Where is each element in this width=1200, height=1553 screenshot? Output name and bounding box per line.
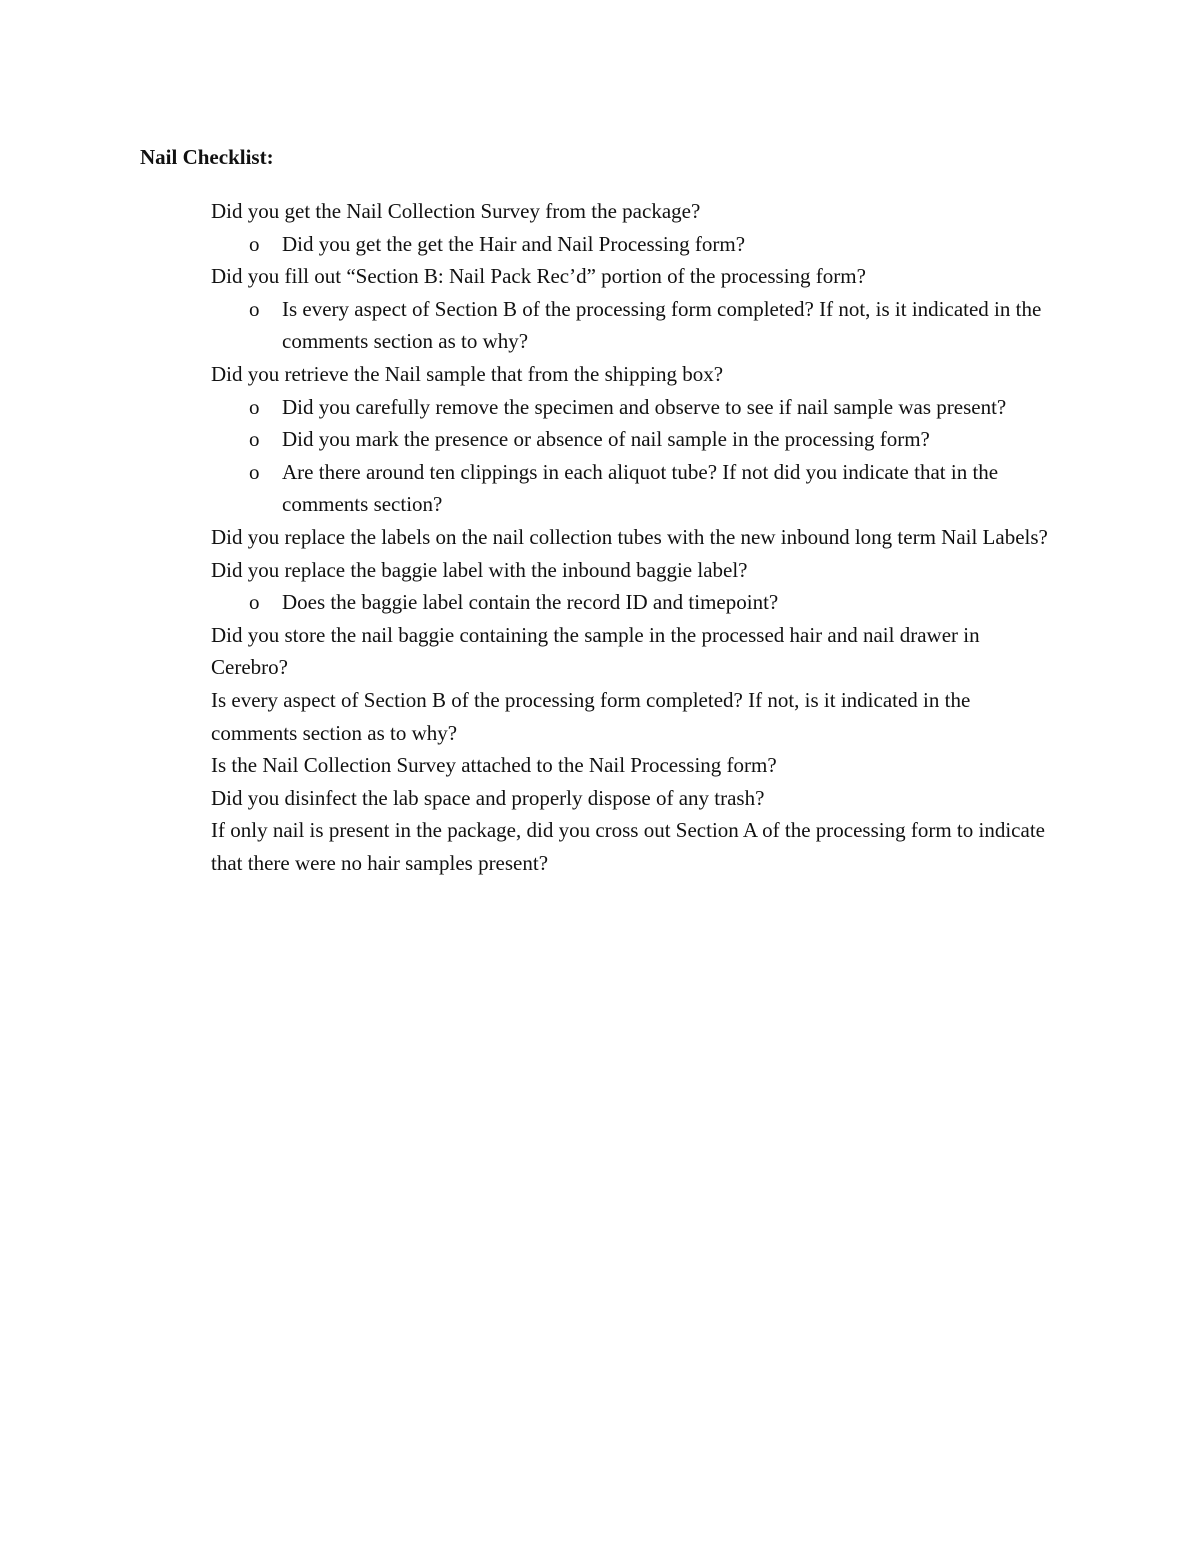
checklist-item (211, 684, 1061, 749)
checklist-item-text: Did you replace the labels on the nail collection tubes with the new inbound long term Nail Labels? (211, 524, 1048, 549)
checklist-item (211, 554, 1061, 619)
sub-checklist-item-text: Did you get the get the Hair and Nail Processing form? (282, 231, 746, 256)
sub-checklist-item-text: Did you mark the presence or absence of nail sample in the processing form? (282, 427, 930, 452)
checklist-item-text: Did you retrieve the Nail sample that from the shipping box? (211, 361, 724, 386)
sub-checklist (211, 293, 1061, 358)
checklist-item (211, 814, 1061, 879)
sub-checklist (211, 228, 1061, 261)
checklist-item-text: Did you fill out “Section B: Nail Pack Rec’d” portion of the processing form? (211, 264, 866, 289)
sub-checklist-item-text: Did you carefully remove the specimen and observe to see if nail sample was present? (282, 394, 1007, 419)
checklist-item (211, 619, 1061, 684)
checklist-item (211, 749, 1061, 782)
sub-checklist-item (211, 391, 1061, 424)
sub-checklist (211, 586, 1061, 619)
sub-checklist-item (211, 228, 1061, 261)
sub-checklist-item (211, 423, 1061, 456)
circle-bullet-icon: o (249, 590, 260, 615)
checklist-item-text: Is every aspect of Section B of the processing form completed? If not, is it indicated in the comments section as to why? (211, 687, 971, 745)
checklist-item-text: Did you disinfect the lab space and properly dispose of any trash? (211, 785, 765, 810)
circle-bullet-icon: o (249, 459, 260, 484)
sub-checklist-item-text: Does the baggie label contain the record ID and timepoint? (282, 590, 779, 615)
checklist-item-text: Did you get the Nail Collection Survey from the package? (211, 199, 701, 223)
sub-checklist-item (211, 586, 1061, 619)
checklist-item-text: Did you store the nail baggie containing the sample in the processed hair and nail drawer in Cerebro? (211, 622, 980, 680)
checklist-item (211, 782, 1061, 815)
checklist-item-text: Did you replace the baggie label with the inbound baggie label? (211, 557, 748, 582)
checklist-item-text: If only nail is present in the package, did you cross out Section A of the processing form to indicate that there were no hair samples present? (211, 818, 1045, 875)
sub-checklist (211, 391, 1061, 521)
circle-bullet-icon: o (249, 296, 260, 321)
sub-checklist-item-text: Are there around ten clippings in each aliquot tube? If not did you indicate that in the comments section? (282, 459, 999, 517)
checklist (211, 195, 1061, 879)
circle-bullet-icon: o (249, 427, 260, 452)
sub-checklist-item (211, 293, 1061, 358)
sub-checklist-item (211, 456, 1061, 521)
sub-checklist-item-text: Is every aspect of Section B of the processing form completed? If not, is it indicated in the comments section as to why? (282, 296, 1042, 354)
document-title: Nail Checklist: (140, 145, 274, 169)
checklist-item (211, 358, 1061, 521)
circle-bullet-icon: o (249, 394, 260, 419)
checklist-item (211, 260, 1061, 358)
checklist-item (211, 521, 1061, 554)
checklist-item-text: Is the Nail Collection Survey attached to the Nail Processing form? (211, 753, 777, 778)
checklist-item (211, 195, 1061, 260)
circle-bullet-icon: o (249, 231, 260, 256)
